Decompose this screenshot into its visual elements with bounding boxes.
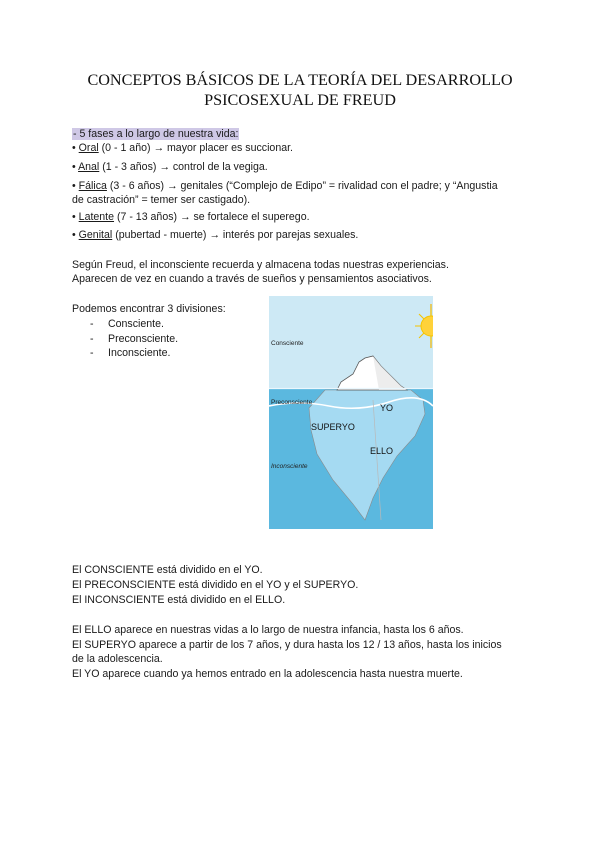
- bullet: •: [72, 142, 76, 154]
- freud-line-2: Aparecen de vez en cuando a través de sueños y pensamientos asociativos.: [72, 273, 432, 285]
- iceberg-diagram: [269, 296, 433, 529]
- phase-falica: [72, 179, 498, 193]
- phases-heading-highlight: - 5 fases a lo largo de nuestra vida:: [73, 128, 239, 140]
- phase-desc-latente: (7 - 13 años) → se fortalece el superego.: [114, 211, 310, 223]
- structure-line-1: El CONSCIENTE está dividido en el YO.: [72, 564, 263, 576]
- phase-name-anal: Anal: [78, 161, 100, 173]
- title-line-2: PSICOSEXUAL DE FREUD: [204, 91, 396, 109]
- divisions-list: [90, 317, 178, 361]
- label-superyo: SUPERYO: [311, 422, 355, 432]
- structure-line-2: El PRECONSCIENTE está dividido en el YO y el SUPERYO.: [72, 579, 359, 591]
- phase-name-genital: Genital: [78, 229, 113, 241]
- phase-desc-genital: (pubertad - muerte) → interés por parejas sexuales.: [112, 229, 359, 241]
- phase-name-falica: Fálica: [78, 180, 107, 192]
- phase-falica-continued: de castración” = temer ser castigado).: [72, 194, 251, 206]
- label-ello: ELLO: [370, 446, 394, 456]
- label-yo: YO: [380, 403, 394, 413]
- division-item-inconsciente: - Inconsciente.: [90, 347, 171, 359]
- phase-desc-falica: (3 - 6 años) → genitales (“Complejo de Edipo” = rivalidad con el padre; y “Angustia: [106, 180, 498, 192]
- timeline-line-1: El ELLO aparece en nuestras vidas a lo largo de nuestra infancia, hasta los 6 años.: [72, 624, 464, 636]
- timeline-line-4: El YO aparece cuando ya hemos entrado en la adolescencia hasta nuestra muerte.: [72, 668, 463, 680]
- bullet: •: [72, 229, 76, 241]
- phases-heading: [72, 127, 239, 141]
- division-item-consciente: - Consciente.: [90, 318, 164, 330]
- label-preconsciente: Preconsciente: [271, 399, 313, 406]
- division-item-preconsciente: - Preconsciente.: [90, 332, 179, 345]
- phase-anal: [72, 160, 268, 174]
- phase-oral: [72, 141, 293, 155]
- phase-genital: [72, 228, 358, 242]
- label-consciente: Consciente: [271, 340, 304, 347]
- freud-line-1: Según Freud, el inconsciente recuerda y almacena todas nuestras experiencias.: [72, 259, 449, 271]
- bullet: •: [72, 180, 76, 192]
- title-line-1: CONCEPTOS BÁSICOS DE LA TEORÍA DEL DESARROLLO: [87, 71, 513, 89]
- phase-name-oral: Oral: [78, 142, 99, 154]
- divisions-intro: Podemos encontrar 3 divisiones:: [72, 303, 226, 315]
- bullet: •: [72, 211, 76, 223]
- structure-line-3: El INCONSCIENTE está dividido en el ELLO.: [72, 594, 286, 606]
- timeline-line-2: El SUPERYO aparece a partir de los 7 años, y dura hasta los 12 / 13 años, hasta los inicios: [72, 639, 502, 651]
- page-title: [40, 70, 560, 110]
- phase-desc-anal: (1 - 3 años) → control de la vegiga.: [99, 161, 268, 173]
- label-inconsciente: Inconsciente: [271, 463, 308, 470]
- timeline-line-3: de la adolescencia.: [72, 653, 163, 665]
- phase-desc-oral: (0 - 1 año) → mayor placer es succionar.: [98, 142, 293, 154]
- bullet: •: [72, 161, 76, 173]
- phase-latente: [72, 210, 310, 224]
- phase-name-latente: Latente: [78, 211, 115, 223]
